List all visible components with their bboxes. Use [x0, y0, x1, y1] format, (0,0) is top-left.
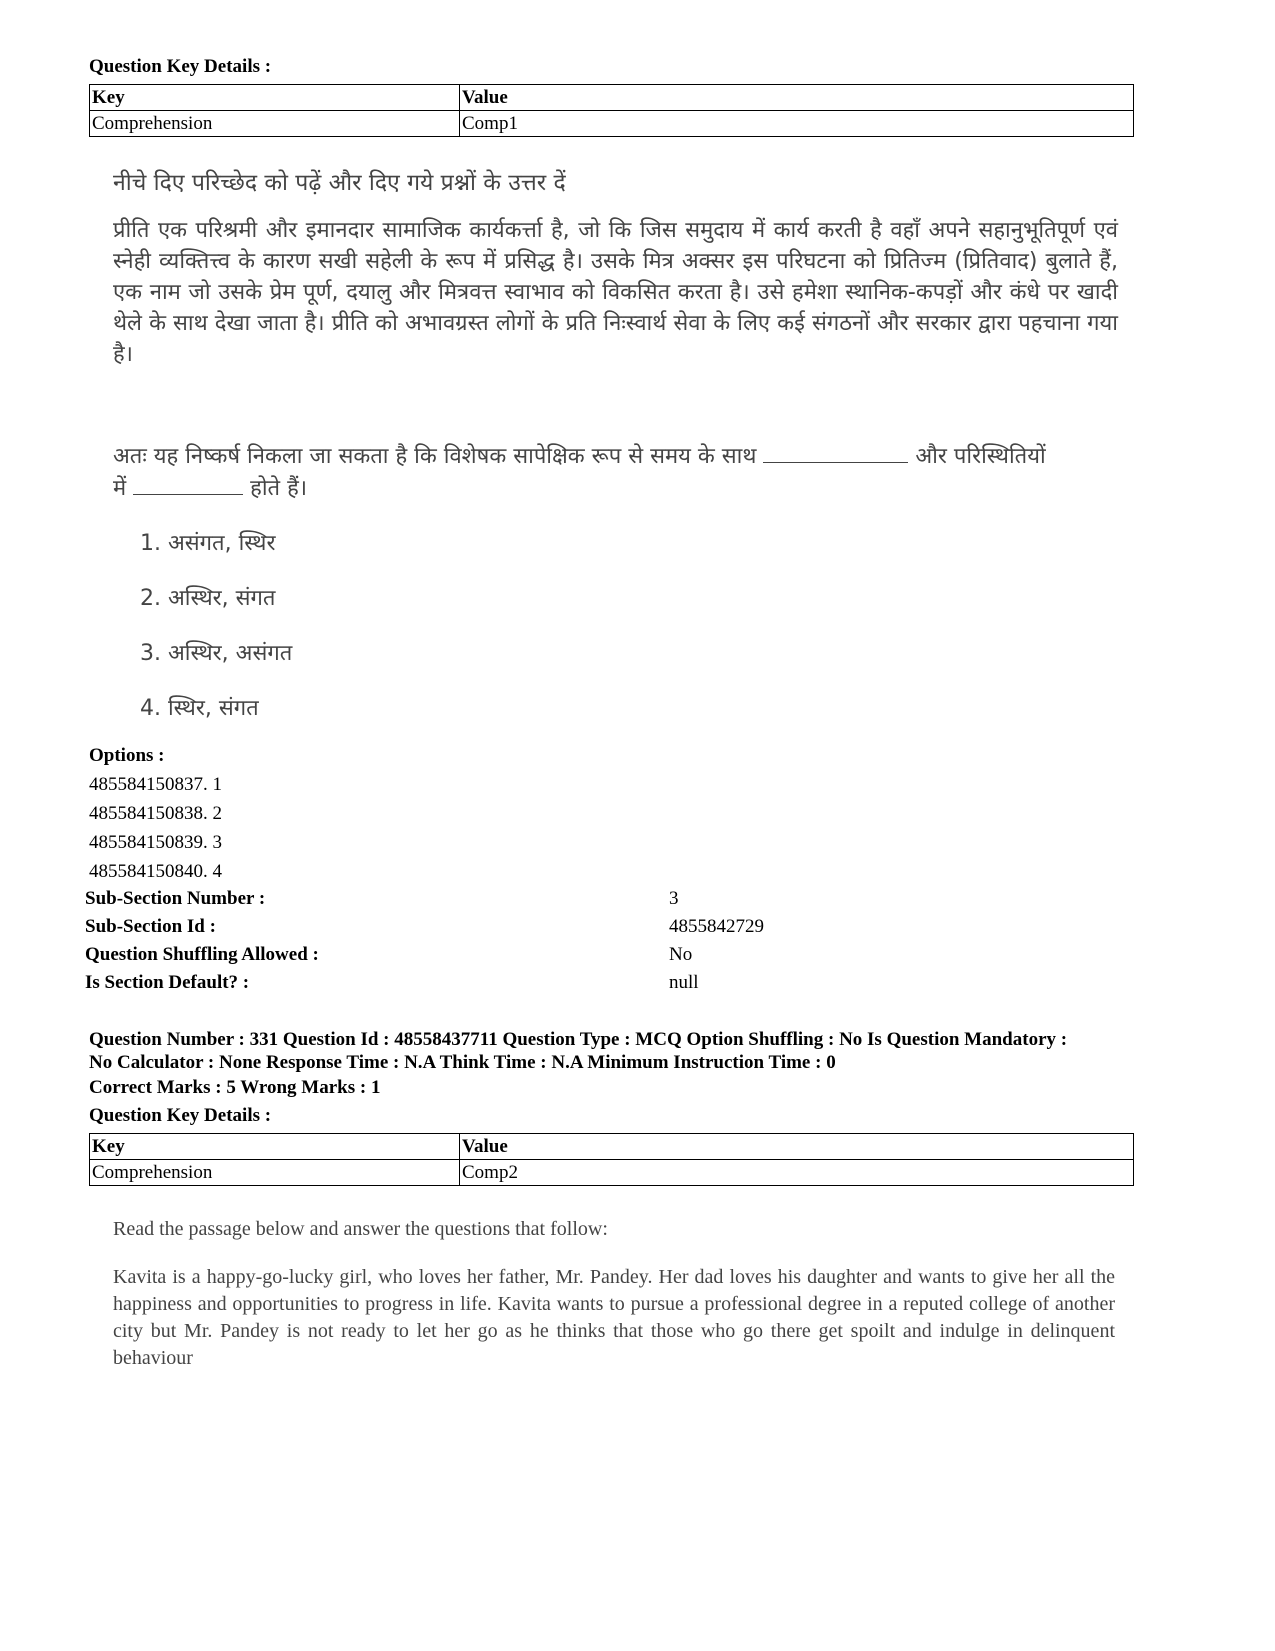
section-default-row: [85, 968, 885, 997]
option-item: 485584150838. 2: [89, 803, 222, 824]
question-shuffling-row: [85, 940, 885, 969]
meta-value: null: [669, 972, 699, 993]
meta-key: Sub-Section Id :: [85, 916, 216, 937]
hindi-question: [113, 440, 1118, 504]
option-item: 485584150837. 1: [89, 774, 222, 795]
key-details-label: Question Key Details :: [89, 56, 272, 77]
question-text-part2: और परिस्थितियों: [915, 444, 1046, 469]
subsection-number-row: [85, 884, 885, 913]
question-text-part3: में: [113, 476, 127, 501]
meta-key: Is Section Default? :: [85, 972, 250, 993]
table-header-row: [90, 1134, 1134, 1160]
blank-2: [133, 472, 243, 495]
question-text-part1: अतः यह निष्कर्ष निकला जा सकता है कि विशेषक सापेक्षिक रूप से समय के साथ: [113, 444, 757, 469]
options-list: [89, 770, 222, 886]
key-details-label-2: Question Key Details :: [89, 1105, 272, 1126]
table-cell-value: Comp2: [460, 1160, 1134, 1186]
choice-3: 3. अस्थिर, असंगत: [140, 641, 293, 666]
meta-key: Sub-Section Number :: [85, 888, 266, 909]
options-label: Options :: [89, 745, 165, 766]
key-details-table-2: [89, 1133, 1134, 1186]
table-row: [90, 111, 1134, 137]
table-header-key: Key: [90, 1134, 460, 1160]
meta-value: 3: [669, 888, 679, 909]
table-cell-value: Comp1: [460, 111, 1134, 137]
hindi-passage: प्रीति एक परिश्रमी और इमानदार सामाजिक कार्यकर्त्ता है, जो कि जिस समुदाय में कार्य करती है वहाँ अपने सहानुभूतिपूर्ण एवं स्नेही व्यक्तित्त्व के कारण सखी सहेली के रूप में प्रसिद्ध है। उसके मित्र अक्सर इस परिघटना को प्रितिज्म (प्रितिवाद) बुलाते हैं, एक नाम जो उसके प्रेम पूर्ण, दयालु और मित्रवत्त स्वाभाव को विकसित करता है। उसे हमेशा स्थानिक-कपड़ों और कंधे पर खादी थेले के साथ देखा जाता है। प्रीति को अभावग्रस्त लोगों के प्रति निःस्वार्थ सेवा के लिए कई संगठनों और सरकार द्वारा पहचाना गया है।: [113, 218, 1118, 367]
choice-1: 1. असंगत, स्थिर: [140, 531, 276, 556]
key-details-table: [89, 84, 1134, 137]
subsection-id-row: [85, 912, 885, 941]
choice-2: 2. अस्थिर, संगत: [140, 586, 276, 611]
hindi-passage-image: [113, 168, 1118, 370]
table-header-row: [90, 85, 1134, 111]
blank-1: [763, 440, 908, 463]
table-header-value: Value: [460, 1134, 1134, 1160]
table-row: [90, 1160, 1134, 1186]
meta-key: Question Shuffling Allowed :: [85, 944, 319, 965]
option-item: 485584150839. 3: [89, 832, 222, 853]
meta-value: No: [669, 944, 693, 965]
english-passage: Kavita is a happy-go-lucky girl, who loves her father, Mr. Pandey. Her dad loves his daughter and wants to give her all the happiness and opportunities to progress in life. Kavita wants to pursue a professional degree in a reputed college of another city but Mr. Pandey is not ready to let her go as he thinks that those who go there get spoilt and indulge in delinquent behaviour: [113, 1266, 1115, 1369]
table-header-value: Value: [460, 85, 1134, 111]
marks-line: Correct Marks : 5 Wrong Marks : 1: [89, 1077, 381, 1098]
question-text-part4: होते हैं।: [250, 476, 308, 501]
question-header-line1: Question Number : 331 Question Id : 48558437711 Question Type : MCQ Option Shuffling : No Is Question Mandatory :: [89, 1029, 1068, 1050]
option-item: 485584150840. 4: [89, 861, 222, 882]
meta-value: 4855842729: [669, 916, 764, 937]
table-cell-key: Comprehension: [90, 111, 460, 137]
table-cell-key: Comprehension: [90, 1160, 460, 1186]
question-header-line2: No Calculator : None Response Time : N.A Think Time : N.A Minimum Instruction Time : 0: [89, 1052, 836, 1073]
english-instruction: Read the passage below and answer the questions that follow:: [113, 1218, 608, 1240]
question-header: [89, 1028, 1169, 1074]
hindi-instruction: नीचे दिए परिच्छेद को पढ़ें और दिए गये प्रश्नों के उत्तर दें: [113, 170, 566, 196]
table-header-key: Key: [90, 85, 460, 111]
choice-4: 4. स्थिर, संगत: [140, 696, 259, 721]
